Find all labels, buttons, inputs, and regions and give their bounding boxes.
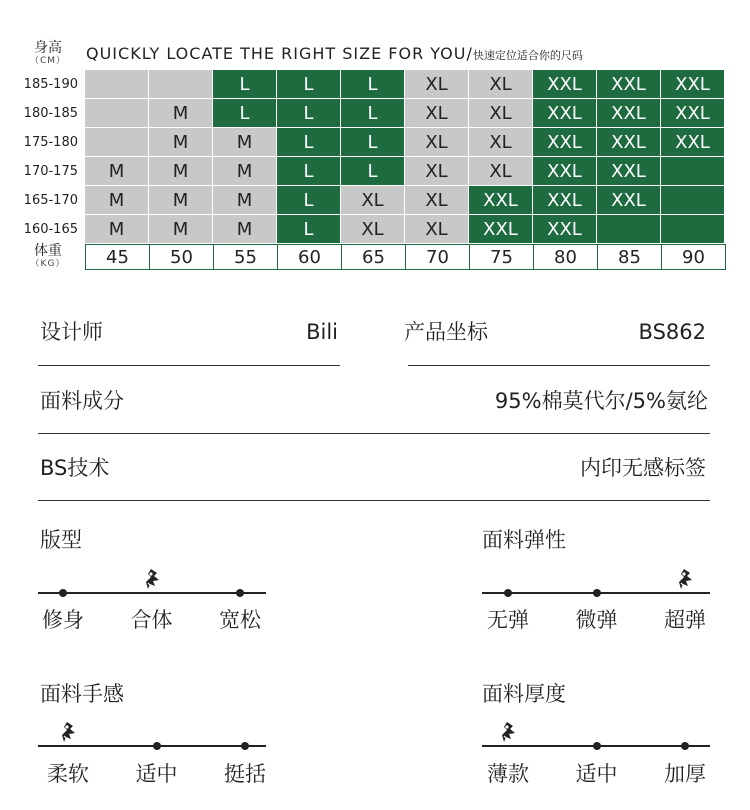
scale-option-label: 超弹 — [664, 608, 706, 632]
size-cell: M — [213, 186, 277, 215]
size-cell: XL — [405, 186, 469, 215]
size-cell: M — [149, 157, 213, 186]
tech-value: 内印无感标签 — [580, 456, 706, 480]
size-chart — [0, 0, 750, 280]
weight-cell: 65 — [342, 245, 406, 269]
weight-cell: 85 — [598, 245, 662, 269]
size-row — [85, 70, 725, 99]
scale-option-label: 加厚 — [664, 762, 706, 786]
size-cell: XXL — [597, 157, 661, 186]
size-cell: L — [213, 99, 277, 128]
size-cell: XL — [405, 215, 469, 244]
scale-option-label: 宽松 — [219, 608, 261, 632]
weight-cell: 60 — [278, 245, 342, 269]
scale-option-label: 微弹 — [575, 608, 618, 632]
scale-dot — [593, 742, 601, 750]
weight-cell: 90 — [662, 245, 726, 269]
scale-dot — [593, 589, 601, 597]
fabric-divider — [38, 433, 710, 434]
size-cell: L — [341, 128, 405, 157]
size-cell: M — [85, 186, 149, 215]
size-cell — [661, 186, 725, 215]
scale-option-label: 适中 — [575, 762, 618, 786]
fabric-label: 面料成分 — [40, 389, 124, 413]
scale-option-label: 适中 — [135, 762, 178, 786]
size-cell — [149, 70, 213, 99]
size-cell — [85, 70, 149, 99]
size-row — [85, 215, 725, 244]
size-cell: XXL — [469, 215, 533, 244]
size-cell: L — [277, 215, 341, 244]
size-cell: XXL — [533, 215, 597, 244]
scale-dot — [59, 589, 67, 597]
scale-dot — [236, 589, 244, 597]
size-cell: L — [277, 157, 341, 186]
height-range-label: 160-165 — [23, 222, 78, 237]
designer-label: 设计师 — [40, 320, 103, 344]
height-range-label: 180-185 — [23, 106, 78, 121]
scale-title: 面料弹性 — [482, 528, 566, 552]
size-cell — [597, 215, 661, 244]
scale-option-label: 挺括 — [224, 762, 266, 786]
size-cell: XXL — [533, 157, 597, 186]
product-divider — [408, 365, 710, 366]
size-cell: L — [277, 128, 341, 157]
weight-header — [20, 244, 76, 270]
size-cell: XXL — [533, 128, 597, 157]
size-cell: L — [341, 99, 405, 128]
size-row — [85, 157, 725, 186]
size-cell: M — [85, 215, 149, 244]
designer-divider — [38, 365, 340, 366]
size-cell: L — [213, 70, 277, 99]
tag-pointer-icon — [58, 721, 78, 745]
weight-label: 体重 — [34, 243, 62, 259]
weight-unit: （KG） — [30, 259, 66, 269]
chart-title-sub: 快速定位适合你的尺码 — [472, 49, 583, 62]
size-cell: M — [149, 215, 213, 244]
fabric-value: 95%棉莫代尔/5%氨纶 — [494, 389, 708, 413]
product-label: 产品坐标 — [404, 320, 488, 344]
size-cell: XXL — [533, 70, 597, 99]
scale-dot — [681, 742, 689, 750]
tag-pointer-icon — [675, 568, 695, 592]
weight-cell: 55 — [214, 245, 278, 269]
size-cell: M — [213, 157, 277, 186]
size-cell: XL — [405, 70, 469, 99]
scale-option-label: 柔软 — [47, 762, 89, 786]
weight-row — [85, 244, 726, 270]
size-cell: XL — [405, 99, 469, 128]
size-cell — [661, 157, 725, 186]
chart-title — [86, 44, 583, 63]
size-cell: XL — [341, 215, 405, 244]
height-header — [20, 40, 76, 67]
size-cell: L — [341, 70, 405, 99]
tech-label: BS技术 — [40, 456, 110, 480]
height-unit: （CM） — [29, 56, 67, 66]
scale-option-label: 修身 — [42, 608, 84, 632]
size-cell: M — [149, 186, 213, 215]
size-row — [85, 186, 725, 215]
scale-dot — [153, 742, 161, 750]
scale-title: 版型 — [40, 528, 82, 552]
weight-cell: 45 — [86, 245, 150, 269]
scale-dot — [241, 742, 249, 750]
size-cell: XXL — [597, 99, 661, 128]
scale-option-label: 合体 — [130, 608, 173, 632]
size-cell: XXL — [597, 128, 661, 157]
height-range-label: 175-180 — [23, 135, 78, 150]
weight-cell: 80 — [534, 245, 598, 269]
size-cell: XL — [469, 70, 533, 99]
tag-pointer-icon — [498, 721, 518, 745]
height-label: 身高 — [34, 40, 62, 56]
scale-title: 面料厚度 — [482, 682, 566, 706]
tag-pointer-icon — [142, 568, 162, 592]
weight-cell: 70 — [406, 245, 470, 269]
size-cell: M — [149, 128, 213, 157]
scale-line — [38, 592, 266, 594]
size-cell: M — [213, 128, 277, 157]
size-cell: L — [277, 186, 341, 215]
weight-cell: 50 — [150, 245, 214, 269]
scale-option-label: 无弹 — [487, 608, 529, 632]
size-cell: XL — [469, 128, 533, 157]
chart-title-main: QUICKLY LOCATE THE RIGHT SIZE FOR YOU/ — [86, 44, 473, 63]
size-cell — [85, 99, 149, 128]
size-cell: XXL — [661, 99, 725, 128]
size-cell: XL — [405, 157, 469, 186]
size-cell: XL — [405, 128, 469, 157]
size-cell: M — [213, 215, 277, 244]
size-cell: XL — [341, 186, 405, 215]
size-cell: XXL — [597, 186, 661, 215]
size-cell: L — [277, 99, 341, 128]
size-cell: XXL — [469, 186, 533, 215]
size-cell: XXL — [597, 70, 661, 99]
scale-dot — [504, 589, 512, 597]
size-cell: XL — [469, 99, 533, 128]
size-cell: XXL — [661, 70, 725, 99]
size-cell: L — [277, 70, 341, 99]
size-cell — [661, 215, 725, 244]
size-row — [85, 99, 725, 128]
size-cell: M — [85, 157, 149, 186]
scale-title: 面料手感 — [40, 682, 124, 706]
height-range-label: 165-170 — [23, 193, 78, 208]
scale-option-label: 薄款 — [487, 762, 529, 786]
size-cell: XXL — [661, 128, 725, 157]
size-row — [85, 128, 725, 157]
height-range-label: 185-190 — [23, 77, 78, 92]
size-cell: L — [341, 157, 405, 186]
designer-value: Bili — [306, 320, 338, 344]
size-cell: M — [149, 99, 213, 128]
weight-cell: 75 — [470, 245, 534, 269]
height-range-label: 170-175 — [23, 164, 78, 179]
product-value: BS862 — [638, 320, 706, 344]
size-cell: XXL — [533, 99, 597, 128]
size-grid — [85, 70, 725, 244]
tech-divider — [38, 500, 710, 501]
size-cell: XXL — [533, 186, 597, 215]
size-cell — [85, 128, 149, 157]
size-cell: XL — [469, 157, 533, 186]
